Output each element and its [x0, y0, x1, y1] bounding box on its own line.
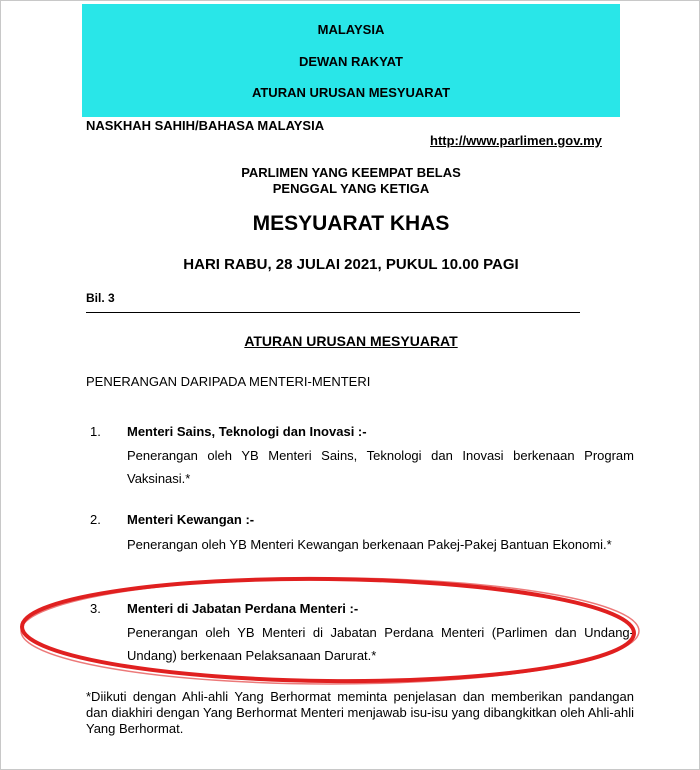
- parliament-url-link[interactable]: http://www.parlimen.gov.my: [430, 133, 602, 148]
- parliament-session-line2: PENGGAL YANG KETIGA: [272, 181, 430, 196]
- meeting-title: MESYUARAT KHAS: [252, 212, 450, 235]
- item-number: 1.: [90, 424, 101, 439]
- header-title: ATURAN URUSAN MESYUARAT: [251, 85, 451, 100]
- item-number: 3.: [90, 601, 101, 616]
- item-title: Menteri Kewangan :-: [127, 512, 255, 527]
- item-number: 2.: [90, 512, 101, 527]
- footnote: *Diikuti dengan Ahli-ahli Yang Berhormat meminta penjelasan dan memberikan pandangan dan diakhiri dengan Yang Berhormat Menteri menjawab isu-isu yang dibangkitkan oleh Ahli-ahli Yang Berhormat.: [86, 689, 634, 736]
- highlight-ellipse-outer: [21, 578, 639, 684]
- item-description: Penerangan oleh YB Menteri Kewangan berkenaan Pakej-Pakej Bantuan Ekonomi.*: [127, 537, 612, 552]
- meeting-date: HARI RABU, 28 JULAI 2021, PUKUL 10.00 PAGI: [183, 256, 519, 273]
- item-title: Menteri Sains, Teknologi dan Inovasi :-: [127, 424, 367, 439]
- agenda-heading: ATURAN URUSAN MESYUARAT: [244, 333, 458, 349]
- item-title: Menteri di Jabatan Perdana Menteri :-: [127, 601, 359, 616]
- item-description: Penerangan oleh YB Menteri di Jabatan Perdana Menteri (Parlimen dan Undang-Undang) berkenaan Pelaksanaan Darurat.*: [127, 625, 634, 663]
- bil-number: Bil. 3: [86, 291, 115, 305]
- section-heading: PENERANGAN DARIPADA MENTERI-MENTERI: [86, 374, 371, 389]
- parliament-session-line1: PARLIMEN YANG KEEMPAT BELAS: [241, 165, 461, 180]
- item-description: Penerangan oleh YB Menteri Sains, Teknologi dan Inovasi berkenaan Program Vaksinasi.*: [127, 448, 634, 486]
- naskhah-label: NASKHAH SAHIH/BAHASA MALAYSIA: [86, 118, 325, 133]
- header-house: DEWAN RAKYAT: [298, 54, 403, 69]
- header-country: MALAYSIA: [317, 22, 385, 37]
